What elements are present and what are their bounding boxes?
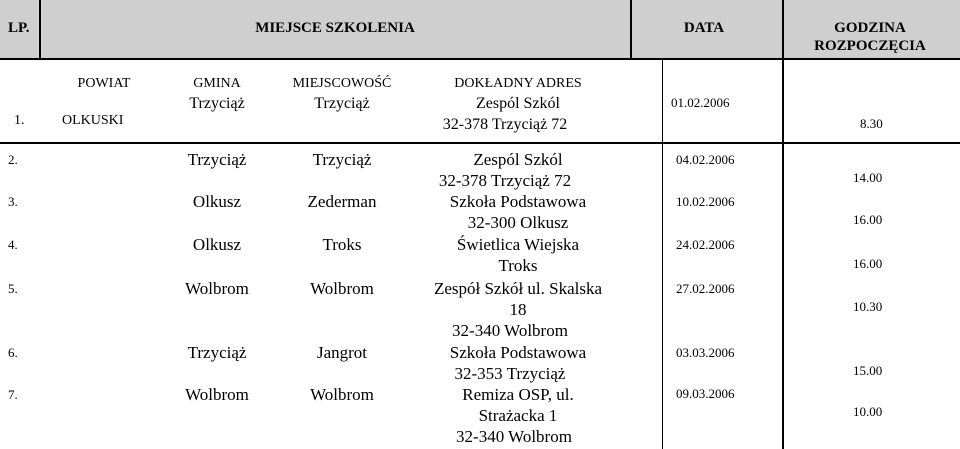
row-adres-line: 32-340 Wolbrom	[452, 321, 568, 340]
row-miejscowosc: Zederman	[307, 192, 377, 211]
row-adres-line: Strażacka 1	[478, 406, 558, 425]
row-lp: 6.	[8, 345, 18, 360]
row-adres-line: Zespól Szkól	[473, 150, 563, 169]
row-miejscowosc: Wolbrom	[310, 279, 374, 298]
row-data: 04.02.2006	[676, 152, 735, 167]
header-data: DATA	[683, 20, 725, 36]
column-divider	[782, 58, 784, 449]
subheader-gmina: GMINA	[193, 76, 241, 91]
row-data: 10.02.2006	[676, 194, 735, 209]
row-adres-line: 18	[509, 300, 527, 319]
header-godzina: GODZINA	[834, 20, 906, 36]
row-adres-line: Szkoła Podstawowa	[449, 192, 587, 211]
row-miejscowosc: Troks	[322, 235, 362, 254]
row-adres-line: 32-300 Olkusz	[467, 213, 569, 232]
row-gmina: Olkusz	[192, 192, 242, 211]
row-data: 24.02.2006	[676, 237, 735, 252]
row-lp: 7.	[8, 387, 18, 402]
row-godzina: 8.30	[860, 116, 883, 131]
header-divider	[782, 0, 784, 58]
subheader-powiat: POWIAT	[77, 76, 131, 91]
row-adres-line: Zespół Szkół ul. Skalska	[433, 279, 603, 298]
row-lp: 5.	[8, 281, 18, 296]
row-adres-line: Remiza OSP, ul.	[462, 385, 574, 404]
row-adres-line: 32-353 Trzyciąż	[454, 364, 566, 383]
header-miejsce-szkolenia: MIEJSCE SZKOLENIA	[255, 20, 415, 36]
row-gmina: Trzyciąż	[189, 95, 245, 112]
row-miejscowosc: Jangrot	[316, 343, 368, 362]
row-godzina: 10.00	[853, 404, 883, 419]
column-divider	[662, 58, 663, 449]
row-lp: 3.	[8, 194, 18, 209]
row-adres-line: Szkoła Podstawowa	[449, 343, 587, 362]
row-miejscowosc: Trzyciąż	[312, 150, 372, 169]
row-gmina: Wolbrom	[185, 385, 249, 404]
row-godzina: 16.00	[853, 256, 883, 271]
row-gmina: Wolbrom	[185, 279, 249, 298]
header-divider	[39, 0, 41, 58]
row-godzina: 14.00	[853, 170, 883, 185]
row-data: 27.02.2006	[676, 281, 735, 296]
row-adres-line: 32-378 Trzyciąż 72	[442, 116, 568, 133]
row-adres-line: Świetlica Wiejska	[456, 235, 580, 254]
header-lp: LP.	[8, 20, 30, 36]
subheader-adres: DOKŁADNY ADRES	[454, 76, 582, 91]
row-godzina: 15.00	[853, 363, 883, 378]
row-adres-line: 32-340 Wolbrom	[456, 427, 572, 446]
row-adres-line: Zespól Szkól	[476, 95, 560, 112]
row-data: 03.03.2006	[676, 345, 735, 360]
row-adres-line: 32-378 Trzyciąż 72	[438, 171, 572, 190]
row-gmina: Trzyciąż	[187, 150, 247, 169]
row-lp: 1.	[14, 113, 25, 128]
header-rozpoczecia: ROZPOCZĘCIA	[814, 38, 926, 54]
row-separator	[0, 142, 960, 144]
row-lp: 2.	[8, 152, 18, 167]
row-godzina: 16.00	[853, 212, 883, 227]
row-miejscowosc: Trzyciąż	[314, 95, 370, 112]
row-data: 01.02.2006	[671, 95, 730, 110]
row-gmina: Olkusz	[192, 235, 242, 254]
subheader-miejscowosc: MIEJSCOWOŚĆ	[292, 76, 392, 91]
row-data: 09.03.2006	[676, 386, 735, 401]
row-godzina: 10.30	[853, 299, 883, 314]
row-adres-line: Troks	[498, 256, 538, 275]
header-divider	[630, 0, 632, 58]
row-powiat: OLKUSKI	[62, 113, 124, 128]
row-lp: 4.	[8, 237, 18, 252]
row-gmina: Trzyciąż	[187, 343, 247, 362]
row-miejscowosc: Wolbrom	[310, 385, 374, 404]
